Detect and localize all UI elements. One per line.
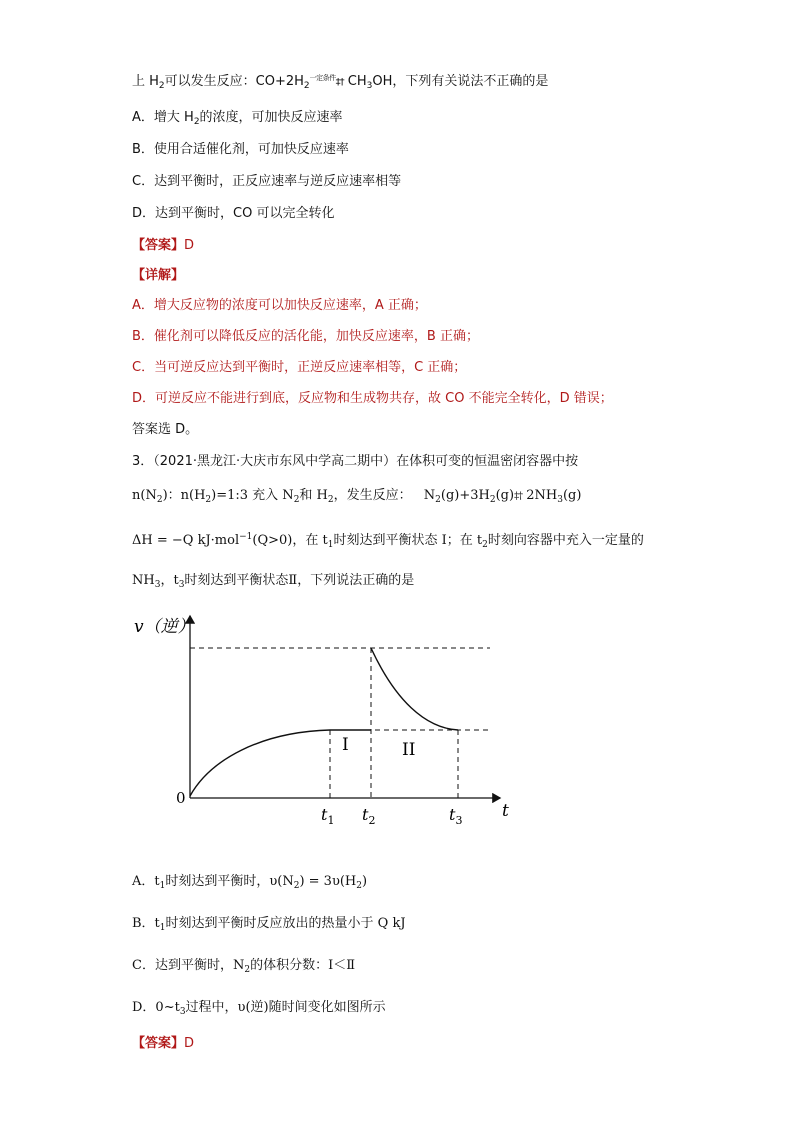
q2-answer: 【答案】D — [132, 238, 195, 253]
q3-option-a: A．$t_1$时刻达到平衡时，$\upsilon(N_2) = 3\upsilon(H_2)$ — [132, 874, 368, 891]
rate-time-chart — [134, 610, 530, 840]
q3-enthalpy-line: ΔH = −Q kJ·mol$^{-1}$(Q>0)，在 $t_1$时刻达到平衡状态 I；在 $t_2$时刻向容器中充入一定量的 — [132, 532, 644, 550]
q3-head: 3．（2021·黑龙江·大庆市东风中学高二期中）在体积可变的恒温密闭容器中按 — [132, 454, 579, 469]
q2-option-c: C．达到平衡时，正反应速率与逆反应速率相等 — [132, 174, 402, 189]
q2-detail-b: B．催化剂可以降低反应的活化能，加快反应速率，B 正确； — [132, 329, 479, 344]
q2-detail-c: C．当可逆反应达到平衡时，正逆反应速率相等，C 正确； — [132, 360, 467, 375]
reaction-condition-note: 一定条件 — [309, 74, 336, 82]
q2-option-b: B．使用合适催化剂，可加快反应速率 — [132, 142, 349, 157]
q2-detail-a: A．增大反应物的浓度可以加快反应速率，A 正确； — [132, 298, 427, 313]
q3-option-c: C．达到平衡时，$N_2$的体积分数：I＜Ⅱ — [132, 958, 356, 975]
x-tick-t2: $t_2$ — [362, 805, 376, 827]
q2-option-d: D．达到平衡时，CO 可以完全转化 — [132, 206, 335, 221]
region-label-I: I — [342, 735, 349, 755]
x-axis-label: t — [502, 801, 509, 821]
q2-option-a: A．增大 $H_2$的浓度，可加快反应速率 — [132, 110, 343, 127]
region-label-II: II — [402, 740, 416, 760]
q3-ratio-line: $n(N_2)$：$n(H_2)=1:3$ 充入 $N_2$和 $H_2$，发生反应： $N_2(g)+3H_2(g)\ddagger\dagger$ $2NH_3(g)$ — [132, 488, 582, 505]
q3-option-b: B．$t_1$时刻达到平衡时反应放出的热量小于 Q kJ — [132, 916, 406, 933]
q3-reaction-equation: $N_2(g)+3H_2(g)\ddagger\dagger$ $2NH_3(g)$ — [423, 488, 582, 505]
q2-detail-d: D．可逆反应不能进行到底，反应物和生成物共存，故 CO 不能完全转化，D 错误； — [132, 391, 613, 406]
q2-stem: 上 $H_2$可以发生反应：$CO+2H_2^{一定条件}\ddagger\dagger$ $CH_3OH$，下列有关说法不正确的是 — [132, 74, 549, 91]
y-axis-label: v（逆） — [134, 617, 195, 637]
q3-option-d: D．$0\sim t_3$过程中，υ(逆)随时间变化如图所示 — [132, 1000, 386, 1017]
q2-conclusion: 答案选 D。 — [132, 422, 199, 437]
equilibrium-arrow-icon: ‡† — [514, 491, 523, 502]
origin-label: 0 — [176, 789, 186, 807]
q3-answer: 【答案】D — [132, 1036, 195, 1051]
equilibrium-arrow-icon: ‡† — [335, 77, 344, 88]
series-rise — [190, 730, 330, 796]
x-tick-t3: $t_3$ — [449, 805, 463, 827]
q3-nh3-line: $NH_3$，$t_3$时刻达到平衡状态Ⅱ，下列说法正确的是 — [132, 573, 415, 590]
x-tick-t1: $t_1$ — [321, 805, 335, 827]
series-decay — [371, 648, 458, 730]
q2-detail-tag: 【详解】 — [132, 268, 185, 283]
